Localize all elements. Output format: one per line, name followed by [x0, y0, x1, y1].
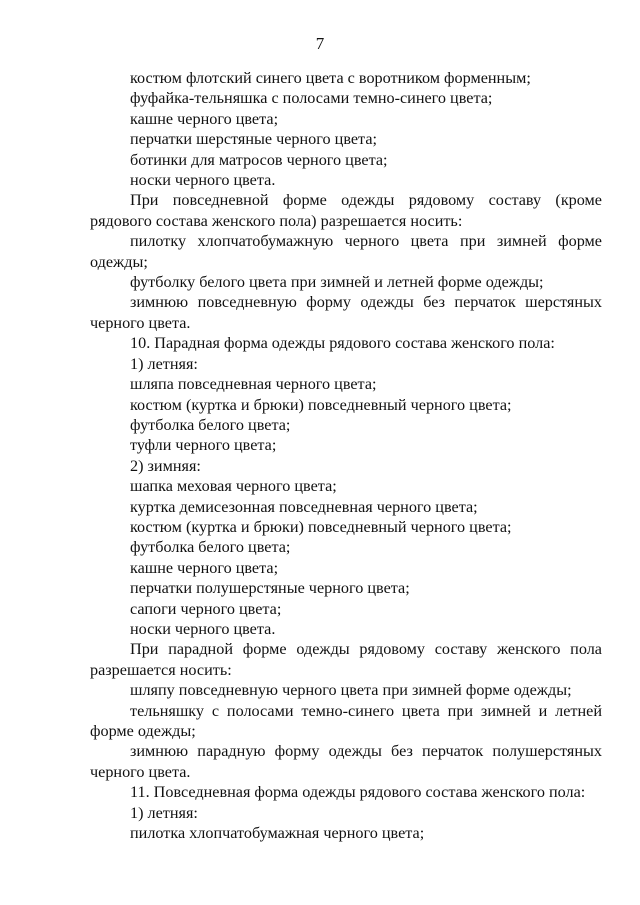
paragraph: пилотку хлопчатобумажную черного цвета при зимней форме одежды; [90, 232, 602, 271]
paragraph: носки черного цвета. [130, 619, 276, 638]
paragraph: зимнюю повседневную форму одежды без перчаток шерстяных черного цвета. [90, 293, 602, 332]
paragraph: носки черного цвета. [130, 171, 276, 190]
paragraph: зимнюю парадную форму одежды без перчаток полушерстяных черного цвета. [90, 742, 602, 781]
page-number: 7 [315, 34, 325, 53]
paragraph: куртка демисезонная повседневная черного цвета; [130, 497, 478, 516]
section-heading: 10. Парадная форма одежды рядового состава женского пола: [130, 334, 555, 353]
paragraph: кашне черного цвета; [130, 109, 279, 128]
paragraph: перчатки полушерстяные черного цвета; [130, 579, 410, 598]
paragraph: тельняшку с полосами темно-синего цвета при зимней и летней форме одежды; [90, 701, 602, 740]
subsection-heading: 1) летняя: [130, 354, 198, 373]
paragraph: При повседневной форме одежды рядовому составу (кроме рядового состава женского пола) разрешается носить: [90, 191, 602, 230]
paragraph: шапка меховая черного цвета; [130, 477, 337, 496]
section-heading: 11. Повседневная форма одежды рядового состава женского пола: [130, 783, 586, 802]
paragraph: сапоги черного цвета; [130, 599, 282, 618]
subsection-heading: 1) летняя: [130, 803, 198, 822]
paragraph: костюм флотский синего цвета с воротником форменным; [130, 69, 531, 87]
subsection-heading: 2) зимняя: [130, 456, 201, 475]
paragraph: футболка белого цвета; [130, 415, 291, 434]
paragraph: костюм (куртка и брюки) повседневный черного цвета; [130, 395, 512, 414]
paragraph: футболка белого цвета; [130, 538, 291, 557]
paragraph: костюм (куртка и брюки) повседневный черного цвета; [130, 517, 512, 536]
paragraph: шляпу повседневную черного цвета при зимней форме одежды; [130, 681, 572, 700]
paragraph: При парадной форме одежды рядовому составу женского пола разрешается носить: [90, 640, 602, 679]
paragraph: ботинки для матросов черного цвета; [130, 150, 388, 169]
paragraph: фуфайка-тельняшка с полосами темно-синего цвета; [130, 89, 493, 108]
paragraph: футболку белого цвета при зимней и летней форме одежды; [130, 273, 544, 292]
paragraph: кашне черного цвета; [130, 558, 279, 577]
document-body [90, 68, 602, 843]
paragraph: шляпа повседневная черного цвета; [130, 375, 377, 394]
paragraph: перчатки шерстяные черного цвета; [130, 130, 378, 149]
paragraph: пилотка хлопчатобумажная черного цвета; [130, 824, 425, 843]
paragraph: туфли черного цвета; [130, 436, 277, 455]
